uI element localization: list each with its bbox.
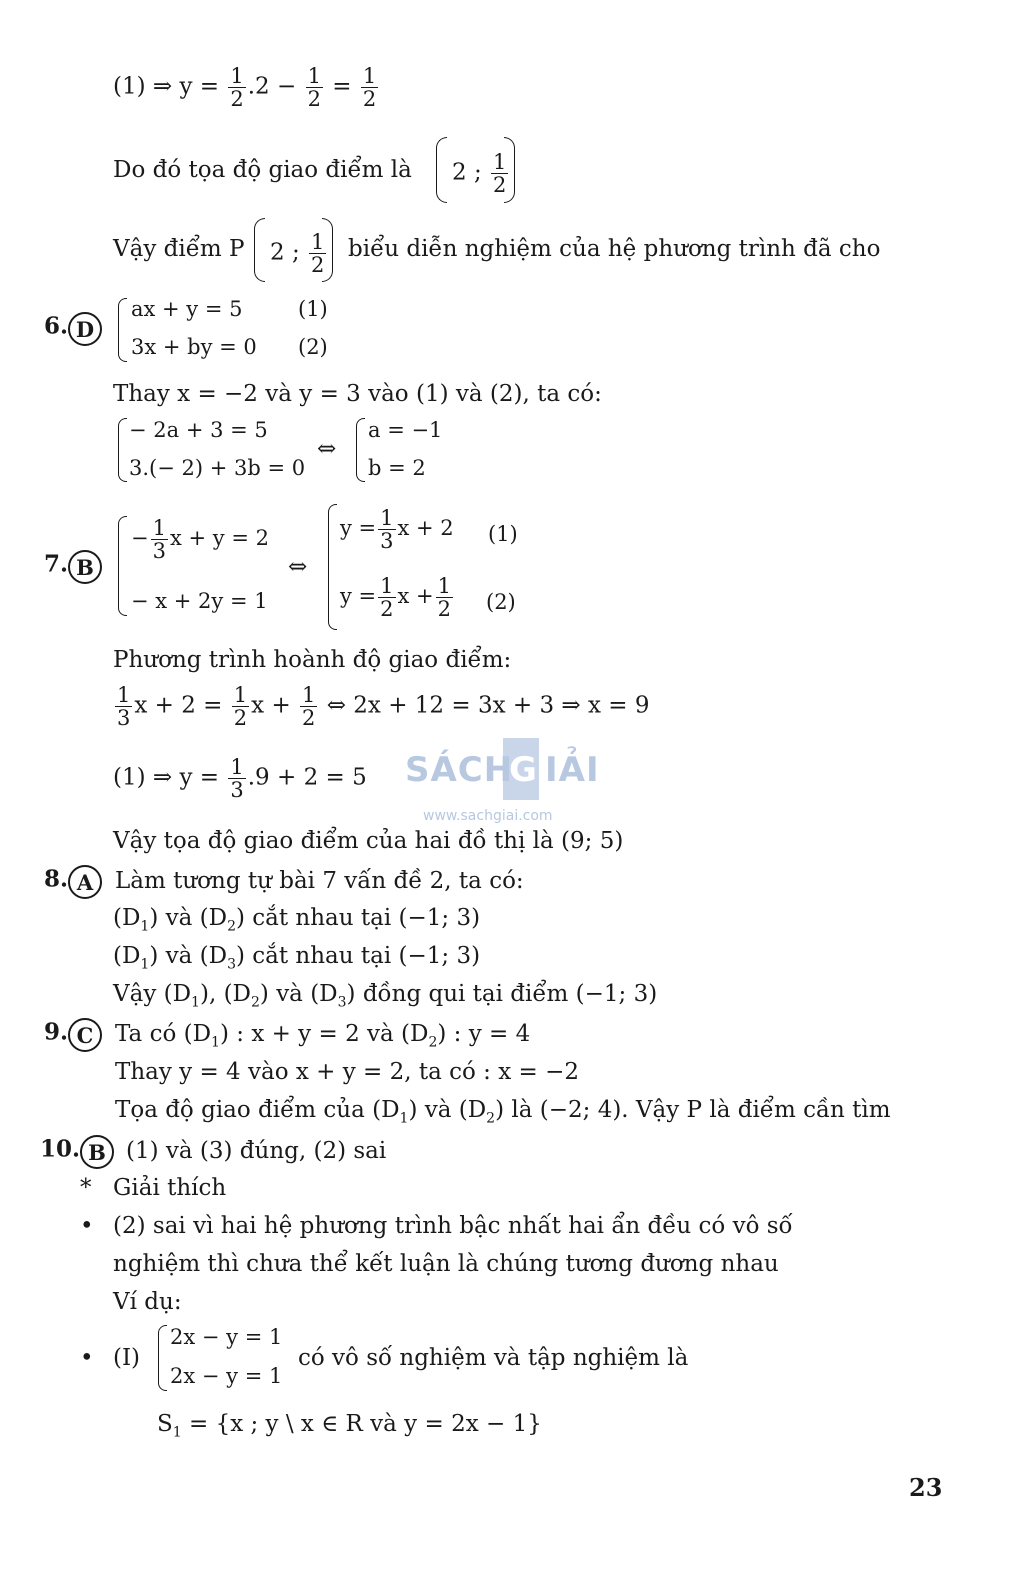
conclusion-p: [113, 234, 244, 264]
equation: − 2a + 3 = 5: [129, 418, 268, 442]
right-paren: [504, 137, 515, 203]
answer-circle: B: [68, 550, 102, 584]
fraction: $\frac{1}{3}$: [380, 506, 394, 553]
equation: y = $\frac{1}{2}$ x + $\frac{1}{2}$: [340, 574, 452, 621]
equation-tag: (2): [298, 335, 328, 359]
text: .2 −: [247, 73, 297, 100]
answer-circle: B: [80, 1135, 114, 1169]
iff-symbol: ⇔: [317, 436, 337, 462]
point-coords: 2 ; $\frac{1}{2}$: [452, 150, 507, 197]
text: (2) sai vì hai hệ phương trình bậc nhất hai ẩn đều có vô số: [113, 1213, 793, 1239]
fraction: $\frac{1}{2}$: [493, 150, 507, 197]
fraction: $\frac{1}{2}$: [362, 64, 377, 111]
left-paren: [254, 218, 265, 282]
fraction: $\frac{1}{3}$: [230, 755, 244, 802]
fraction: $\frac{1}{2}$: [233, 683, 248, 730]
text: Giải thích: [113, 1175, 227, 1201]
text: Phương trình hoành độ giao điểm:: [113, 647, 512, 673]
question-9-label: 9. C: [44, 1018, 102, 1052]
equation: ax + y = 5: [131, 297, 243, 321]
asterisk: *: [80, 1175, 92, 1201]
equation: − $\frac{1}{3}$ x + y = 2: [131, 516, 269, 563]
answer-circle: D: [68, 312, 102, 346]
text: Ta có $(D_1)$ : x + y = 2 và $(D_2)$ : y = 4: [115, 1021, 531, 1051]
text: biểu diễn nghiệm của hệ phương trình đã cho: [348, 236, 881, 262]
fraction: $\frac{1}{2}$: [311, 230, 325, 277]
equation-tag: (1): [298, 297, 328, 321]
question-7-label: 7. B: [44, 550, 102, 584]
system-brace: [158, 1325, 167, 1391]
equation-tag: (2): [486, 590, 516, 614]
text: Thay x = −2 và y = 3 vào (1) và (2), ta có:: [113, 381, 602, 407]
system-brace: [118, 516, 127, 616]
solution-set: $S_1 = \{x$ ; y \ x ∈ R và y = 2x − 1}: [157, 1411, 542, 1441]
system-brace: [356, 418, 365, 482]
equation: a = −1: [368, 418, 443, 442]
equation: 2x − y = 1: [170, 1364, 283, 1388]
fraction: $\frac{1}{2}$: [302, 683, 316, 730]
fraction: $\frac{1}{2}$: [437, 574, 452, 621]
text: (1) ⇒ y =: [113, 73, 220, 100]
system-brace: [118, 298, 127, 362]
text: $(D_1)$ và $(D_3)$ cắt nhau tại (−1; 3): [113, 943, 481, 973]
question-6-label: 6. D: [44, 312, 102, 346]
equation: 3.(− 2) + 3b = 0: [129, 456, 306, 480]
text: Làm tương tự bài 7 vấn đề 2, ta có:: [115, 868, 524, 894]
text: =: [332, 73, 352, 100]
right-paren: [322, 218, 333, 282]
text: $(D_1)$ và $(D_2)$ cắt nhau tại (−1; 3): [113, 905, 481, 935]
text: Vậy tọa độ giao điểm của hai đồ thị là (9; 5): [113, 828, 624, 854]
point-coords: 2 ; $\frac{1}{2}$: [270, 230, 325, 277]
equation: 3x + by = 0: [131, 335, 257, 359]
fraction: $\frac{1}{2}$: [380, 574, 394, 621]
question-8-label: 8. A: [44, 865, 102, 899]
text: có vô số nghiệm và tập nghiệm là: [298, 1345, 689, 1371]
equation: b = 2: [368, 456, 426, 480]
system-brace: [118, 418, 127, 482]
text: (1) và (3) đúng, (2) sai: [126, 1138, 387, 1164]
text: Do đó tọa độ giao điểm là: [113, 157, 412, 183]
line-y-equals-half: [113, 66, 380, 109]
fraction: $\frac{1}{2}$: [307, 64, 321, 111]
left-paren: [436, 137, 447, 203]
logo-url: www.sachgiai.com: [423, 808, 553, 824]
sachgiai-watermark-logo: [405, 738, 615, 830]
answer-circle: C: [68, 1018, 102, 1052]
fraction: $\frac{1}{3}$: [152, 516, 166, 563]
page-number: 23: [909, 1473, 943, 1502]
text: nghiệm thì chưa thể kết luận là chúng tương đương nhau: [113, 1251, 779, 1277]
text: Tọa độ giao điểm của $(D_1)$ và $(D_2)$ là (−2; 4). Vậy P là điểm cần tìm: [115, 1097, 891, 1127]
bullet: •: [80, 1345, 94, 1371]
iff-symbol: ⇔: [288, 554, 308, 580]
logo-text: IẢI: [545, 750, 600, 790]
equation: − x + 2y = 1: [131, 589, 268, 613]
bullet: •: [80, 1213, 94, 1239]
fraction: $\frac{1}{2}$: [230, 64, 244, 111]
text: Thay y = 4 vào x + y = 2, ta có : x = −2: [115, 1059, 580, 1085]
text: Vậy điểm P: [113, 236, 245, 262]
equation-line: (1) ⇒ y = $\frac{1}{3}$ .9 + 2 = 5: [113, 755, 367, 802]
text: Ví dụ:: [113, 1289, 182, 1315]
logo-text: SÁCH: [405, 750, 514, 790]
question-10-label: 10. B: [40, 1135, 114, 1169]
equation-line: $\frac{1}{3}$ x + 2 = $\frac{1}{2}$ x + $\frac{1}{2}$ ⇔ 2x + 12 = 3x + 3 ⇒ x = 9: [117, 683, 650, 730]
fraction: $\frac{1}{3}$: [117, 683, 131, 730]
answer-circle: A: [68, 865, 102, 899]
logo-text: G: [509, 750, 538, 790]
equation-tag: (1): [488, 522, 518, 546]
equation: y = $\frac{1}{3}$ x + 2: [340, 506, 454, 553]
equation: 2x − y = 1: [170, 1325, 283, 1349]
text: Vậy $(D_1)$, $(D_2)$ và $(D_3)$ đồng qui tại điểm (−1; 3): [113, 981, 658, 1011]
system-brace: [328, 504, 337, 630]
intersection-line: [113, 155, 412, 185]
text: (I): [113, 1345, 141, 1371]
